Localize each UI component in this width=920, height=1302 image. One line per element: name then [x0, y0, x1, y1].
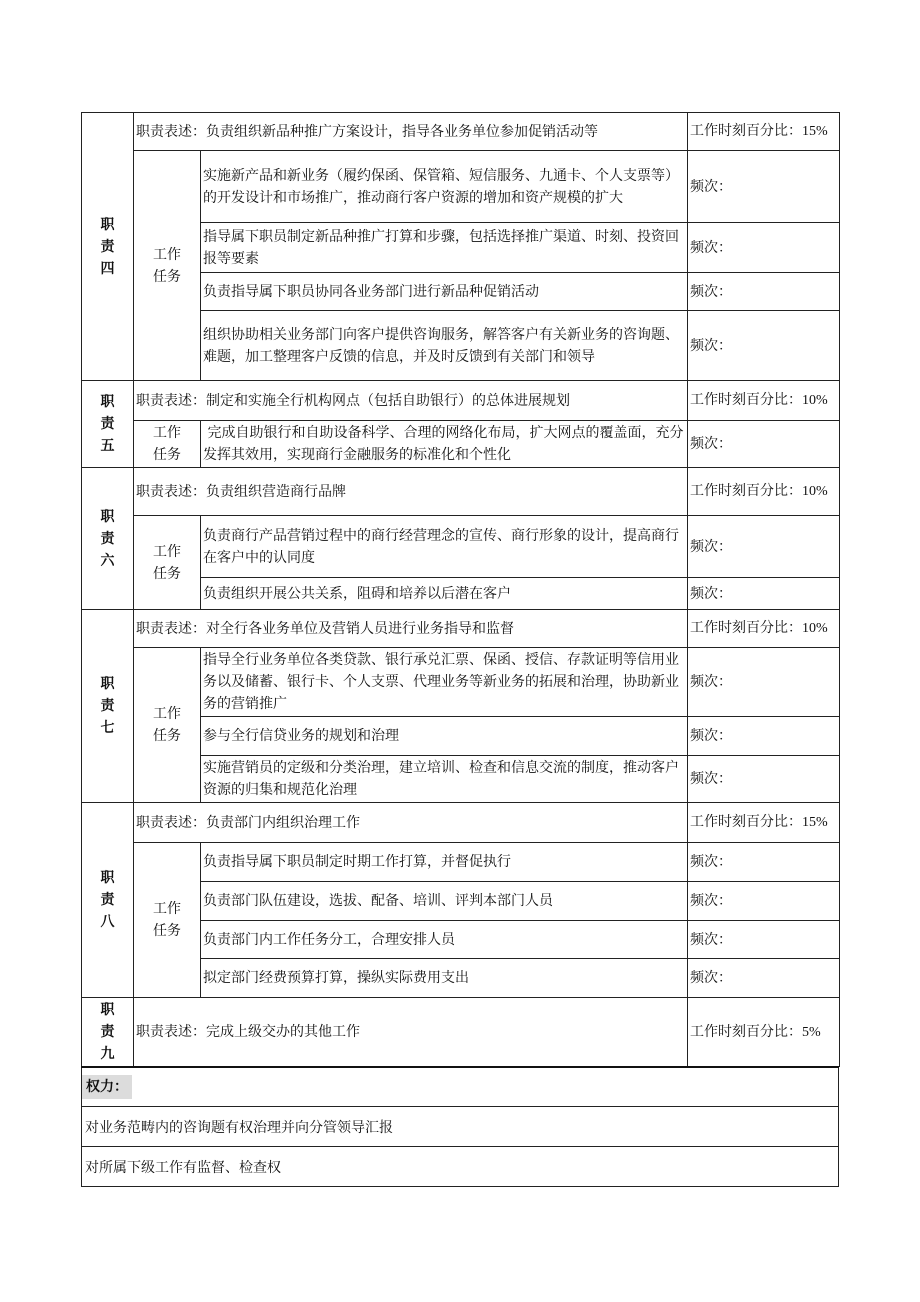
duty-label-char: 职: [100, 676, 115, 692]
duty-statement: [134, 113, 688, 151]
duty-statement: [134, 381, 688, 421]
time-percentage: [688, 998, 840, 1067]
duty-label-char: 职: [100, 216, 115, 233]
duty-label-char: 责: [100, 698, 115, 714]
time-percentage-label: 工作时刻百分比：: [690, 392, 802, 408]
work-task-label: [134, 843, 201, 998]
time-percentage-value: 15%: [802, 815, 828, 830]
duty-task-row: [82, 843, 840, 882]
task-frequency: 频次：: [688, 516, 840, 578]
task-frequency: 频次：: [688, 756, 840, 803]
task-frequency: 频次：: [688, 959, 840, 998]
task-description: 指导全行业务单位各类贷款、银行承兑汇票、保函、授信、存款证明等信用业务以及储蓄、银行卡、个人支票、代理业务等新业务的拓展和治理，协助新业务的营销推广: [201, 648, 688, 717]
duty-label-char: 责: [100, 530, 115, 547]
duty-label: [82, 803, 134, 998]
duty-label-char: 职: [100, 1002, 115, 1018]
task-frequency: 频次：: [688, 578, 840, 610]
duty-statement-prefix: 职责表述：: [136, 392, 206, 409]
task-description: 负责部门队伍建设，选拔、配备、培训、评判本部门人员: [201, 882, 688, 921]
task-description: 组织协助相关业务部门向客户提供咨询服务，解答客户有关新业务的咨询题、难题，加工整理客户反馈的信息，并及时反馈到有关部门和领导: [201, 311, 688, 381]
duty-statement: [134, 803, 688, 843]
duty-label-char: 七: [100, 720, 115, 736]
duty-statement-text: 对全行各业务单位及营销人员进行业务指导和监督: [206, 620, 514, 637]
time-percentage-value: 10%: [802, 621, 828, 636]
duty-label-char: 六: [100, 552, 115, 569]
time-percentage-label: 工作时刻百分比：: [690, 1023, 802, 1040]
duty-label-char: 八: [100, 914, 115, 930]
power-item: 对业务范畴内的咨询题有权治理并向分管领导汇报: [82, 1107, 839, 1147]
duty-label: [82, 468, 134, 610]
duty-statement-row: [82, 610, 840, 648]
duty-label-char: 责: [100, 416, 115, 432]
duty-statement-row: [82, 113, 840, 151]
work-task-label-line: 任务: [153, 268, 181, 285]
duty-statement-prefix: 职责表述：: [136, 123, 206, 140]
duty-statement: [134, 998, 688, 1067]
time-percentage-label: 工作时刻百分比：: [690, 814, 802, 830]
work-task-label-line: 工作: [153, 706, 181, 722]
duty-task-row: [82, 648, 840, 717]
duty-label-char: 责: [100, 892, 115, 908]
task-description: 拟定部门经费预算打算，操纵实际费用支出: [201, 959, 688, 998]
time-percentage-value: 10%: [802, 393, 828, 408]
duty-statement-text: 负责组织新品种推广方案设计，指导各业务单位参加促销活动等: [206, 123, 598, 140]
duty-statement-text: 制定和实施全行机构网点（包括自助银行）的总体进展规划: [206, 392, 570, 409]
work-task-label: [134, 648, 201, 803]
task-frequency: 频次：: [688, 223, 840, 273]
duty-label: [82, 998, 134, 1067]
job-description-document: [81, 112, 839, 1187]
duty-label-char: 职: [100, 508, 115, 525]
task-frequency: 频次：: [688, 273, 840, 311]
duty-statement: [134, 468, 688, 516]
work-task-label-line: 工作: [153, 246, 181, 263]
work-task-label: [134, 421, 201, 468]
task-description: 负责商行产品营销过程中的商行经营理念的宣传、商行形象的设计，提高商行在客户中的认同度: [201, 516, 688, 578]
task-description: 负责组织开展公共关系，阻碍和培养以后潜在客户: [201, 578, 688, 610]
work-task-label: [134, 516, 201, 610]
task-frequency: 频次：: [688, 648, 840, 717]
time-percentage-value: 5%: [802, 1024, 821, 1040]
duty-task-row: [82, 516, 840, 578]
time-percentage: [688, 381, 840, 421]
work-task-label-line: 工作: [153, 425, 181, 441]
power-heading-cell: [82, 1067, 839, 1107]
task-frequency: 频次：: [688, 421, 840, 468]
duty-label-char: 责: [100, 1024, 115, 1040]
power-table: [81, 1066, 839, 1187]
duty-table: [81, 112, 840, 1067]
duty-label: [82, 610, 134, 803]
duty-label: [82, 381, 134, 468]
time-percentage: [688, 468, 840, 516]
work-task-label: [134, 151, 201, 381]
task-frequency: 频次：: [688, 151, 840, 223]
work-task-label-line: 工作: [153, 543, 181, 560]
duty-statement-row: [82, 998, 840, 1067]
duty-statement-text: 完成上级交办的其他工作: [206, 1024, 360, 1040]
time-percentage-label: 工作时刻百分比：: [690, 123, 802, 139]
task-description: 指导属下职员制定新品种推广打算和步骤，包括选择推广渠道、时刻、投资回报等要素: [201, 223, 688, 273]
duty-statement-prefix: 职责表述：: [136, 814, 206, 831]
work-task-label-line: 任务: [153, 565, 181, 582]
work-task-label-line: 工作: [153, 901, 181, 917]
task-frequency: 频次：: [688, 882, 840, 921]
power-heading: 权力：: [82, 1075, 132, 1099]
task-frequency: 频次：: [688, 717, 840, 756]
task-frequency: 频次：: [688, 843, 840, 882]
duty-task-row: [82, 421, 840, 468]
work-task-label-line: 任务: [153, 923, 181, 939]
duty-statement-row: [82, 381, 840, 421]
duty-statement: [134, 610, 688, 648]
time-percentage-label: 工作时刻百分比：: [690, 620, 802, 636]
duty-statement-prefix: 职责表述：: [136, 620, 206, 637]
time-percentage-value: 15%: [802, 124, 828, 139]
time-percentage: [688, 610, 840, 648]
duty-statement-row: [82, 468, 840, 516]
task-description: 完成自助银行和自助设备科学、合理的网络化布局，扩大网点的覆盖面，充分发挥其效用，实现商行金融服务的标准化和个性化: [201, 421, 688, 468]
time-percentage-value: 10%: [802, 484, 828, 499]
work-task-label-line: 任务: [153, 728, 181, 744]
task-description: 负责指导属下职员制定时期工作打算，并督促执行: [201, 843, 688, 882]
time-percentage-label: 工作时刻百分比：: [690, 483, 802, 499]
power-item: 对所属下级工作有监督、检查权: [82, 1147, 839, 1187]
task-frequency: 频次：: [688, 311, 840, 381]
task-description: 负责部门内工作任务分工，合理安排人员: [201, 921, 688, 959]
duty-task-row: [82, 151, 840, 223]
task-description: 参与全行信贷业务的规划和治理: [201, 717, 688, 756]
time-percentage: [688, 803, 840, 843]
duty-label-char: 五: [100, 438, 115, 454]
duty-label-char: 九: [100, 1046, 115, 1062]
work-task-label-line: 任务: [153, 447, 181, 463]
duty-statement-row: [82, 803, 840, 843]
duty-label-char: 四: [100, 260, 115, 277]
duty-statement-text: 负责部门内组织治理工作: [206, 814, 360, 831]
task-description: 实施新产品和新业务（履约保函、保管箱、短信服务、九通卡、个人支票等）的开发设计和市场推广，推动商行客户资源的增加和资产规模的扩大: [201, 151, 688, 223]
task-frequency: 频次：: [688, 921, 840, 959]
duty-statement-text: 负责组织营造商行品牌: [206, 483, 346, 500]
duty-statement-prefix: 职责表述：: [136, 483, 206, 500]
duty-label-char: 职: [100, 394, 115, 410]
task-description: 实施营销员的定级和分类治理，建立培训、检查和信息交流的制度，推动客户资源的归集和规范化治理: [201, 756, 688, 803]
time-percentage: [688, 113, 840, 151]
duty-label-char: 职: [100, 870, 115, 886]
task-description: 负责指导属下职员协同各业务部门进行新品种促销活动: [201, 273, 688, 311]
duty-label: [82, 113, 134, 381]
duty-statement-prefix: 职责表述：: [136, 1024, 206, 1040]
duty-label-char: 责: [100, 238, 115, 255]
